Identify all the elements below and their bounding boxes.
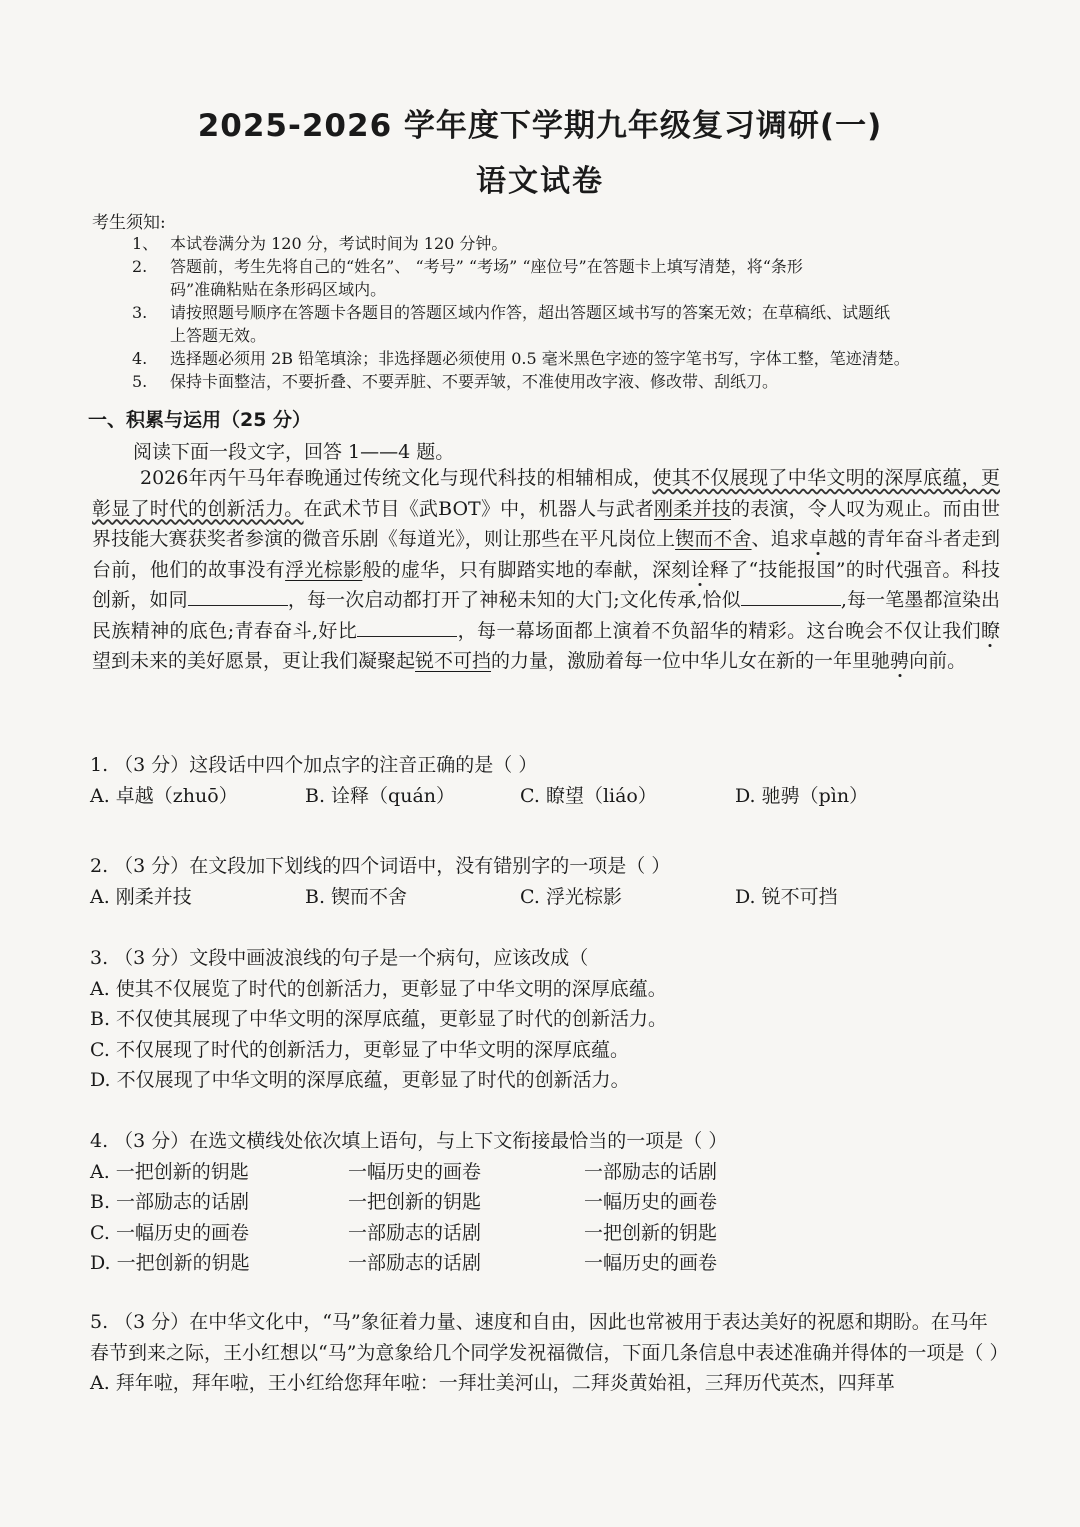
notice-list	[92, 232, 1002, 393]
option-b: B. 诠释（quán）	[305, 784, 456, 807]
notice-item: 1、 本试卷满分为 120 分，考试时间为 120 分钟。	[132, 234, 508, 253]
notice-heading: 考生须知:	[92, 213, 166, 233]
option-a: A. 卓越（zhuō）	[90, 784, 238, 807]
notice-item: 5. 保持卡面整洁，不要折叠、不要弄脏、不要弄皱，不准使用改字液、修改带、刮纸刀。	[132, 372, 779, 391]
option-d: D. 锐不可挡	[735, 885, 838, 908]
option-a: A. 一把创新的钥匙 一幅历史的画卷 一部励志的话剧	[90, 1160, 718, 1183]
option-a: A. 使其不仅展览了时代的创新活力，更彰显了中华文明的深厚底蕴。	[90, 977, 667, 1000]
reading-passage: 2026年丙午马年春晚通过传统文化与现代科技的相辅相成，使其不仅展现了中华文明的深厚底蕴，更彰显了时代的创新活力。在武术节目《武BOT》中，机器人与武者刚柔并技的表演，令人叹为观止。而由世界技能大赛获奖者参演的微音乐剧《每道光》，则让那些在平凡岗位上锲而不舍、追求卓越的青年奋斗者走到台前，他们的故事没有浮光棕影般的虚华，只有脚踏实地的奉献，深刻诠释了“技能报国”的时代强音。科技创新，如同 ，每一次启动都打开了神秘未知的大门;文化传承,恰似 ,每一笔墨都渲染出民族精神的底色;青春奋斗,好比 ，每一幕场面都上演着不负韶华的精彩。这台晚会不仅让我们瞭望到未来的美好愿景，更让我们凝聚起锐不可挡的力量，激励着每一位中华儿女在新的一年里驰骋向前。	[92, 467, 1000, 672]
wavy-underlined-sentence: 使其不仅展现了中华文明的深厚底蕴，更彰显了时代的创新活力。	[92, 467, 1000, 520]
option-c: C. 一幅历史的画卷 一部励志的话剧 一把创新的钥匙	[90, 1221, 718, 1244]
dotted-char: 瞭	[980, 619, 1000, 642]
fill-blank	[188, 587, 288, 606]
reading-instruction: 阅读下面一段文字，回答 1——4 题。	[133, 441, 455, 463]
fill-blank	[741, 587, 841, 606]
question-stem: 5. （3 分）在中华文化中，“马”象征着力量、速度和自由，因此也常被用于表达美好的祝愿和期盼。在马年春节到来之际，王小红想以“马”为意象给几个同学发祝福微信，下面几条信息中表述准确并得体的一项是（ ）	[90, 1311, 1009, 1364]
notice-item: 3. 请按照题号顺序在答题卡各题目的答题区域内作答，超出答题区域书写的答案无效；在草稿纸、试题纸	[132, 303, 891, 322]
question-stem: 2. （3 分）在文段加下划线的四个词语中，没有错别字的一项是（ ）	[90, 855, 671, 877]
option-d: D. 不仅展现了中华文明的深厚底蕴，更彰显了时代的创新活力。	[90, 1069, 630, 1091]
option-c: C. 浮光棕影	[520, 885, 622, 908]
underlined-word: 刚柔并技	[654, 497, 731, 520]
question-stem: 4. （3 分）在选文横线处依次填上语句，与上下文衔接最恰当的一项是（ ）	[90, 1130, 728, 1152]
dotted-char: 诠	[690, 558, 710, 581]
question-4	[90, 1126, 1002, 1279]
section-heading: 一、积累与运用（25 分）	[88, 409, 312, 431]
notice-item-continuation: 码”准确粘贴在条形码区域内。	[170, 280, 387, 299]
page-subtitle: 语文试卷	[476, 164, 604, 199]
fill-blank	[357, 618, 457, 637]
option-c: C. 瞭望（liáo）	[520, 784, 657, 807]
question-1	[90, 750, 1002, 811]
underlined-word: 锐不可挡	[415, 650, 492, 672]
option-b: B. 不仅使其展现了中华文明的深厚底蕴，更彰显了时代的创新活力。	[90, 1008, 668, 1030]
page-title: 2025-2026 学年度下学期九年级复习调研(一)	[197, 108, 883, 144]
dotted-char: 骋	[890, 650, 910, 672]
option-a: A. 刚柔并技	[90, 885, 192, 908]
underlined-word: 浮光棕影	[285, 558, 363, 581]
notice-item: 2. 答题前，考生先将自己的“姓名”、 “考号” “考场” “座位号”在答题卡上填写清楚，将“条形	[132, 257, 803, 276]
dotted-char: 卓	[808, 528, 829, 550]
option-b: B. 锲而不舍	[305, 885, 408, 908]
question-stem: 3. （3 分）文段中画波浪线的句子是一个病句，应该改成（	[90, 947, 589, 969]
question-3	[90, 943, 1002, 1096]
question-5	[90, 1307, 1009, 1399]
notice-item-continuation: 上答题无效。	[170, 326, 267, 345]
underlined-word: 锲而不舍	[675, 528, 752, 550]
notice-item: 4. 选择题必须用 2B 铅笔填涂；非选择题必须使用 0.5 毫米黑色字迹的签字笔书写，字体工整，笔迹清楚。	[132, 349, 910, 368]
question-stem: 1. （3 分）这段话中四个加点字的注音正确的是（ ）	[90, 754, 538, 776]
option-d: D. 一把创新的钥匙 一部励志的话剧 一幅历史的画卷	[90, 1252, 718, 1274]
option-d: D. 驰骋（pìn）	[735, 784, 869, 807]
option-b: B. 一部励志的话剧 一把创新的钥匙 一幅历史的画卷	[90, 1191, 718, 1213]
option-c: C. 不仅展现了时代的创新活力，更彰显了中华文明的深厚底蕴。	[90, 1038, 629, 1061]
option-a: A. 拜年啦，拜年啦，王小红给您拜年啦：一拜壮美河山，二拜炎黄始祖，三拜历代英杰，四拜革	[90, 1372, 895, 1394]
question-2	[90, 851, 1002, 912]
